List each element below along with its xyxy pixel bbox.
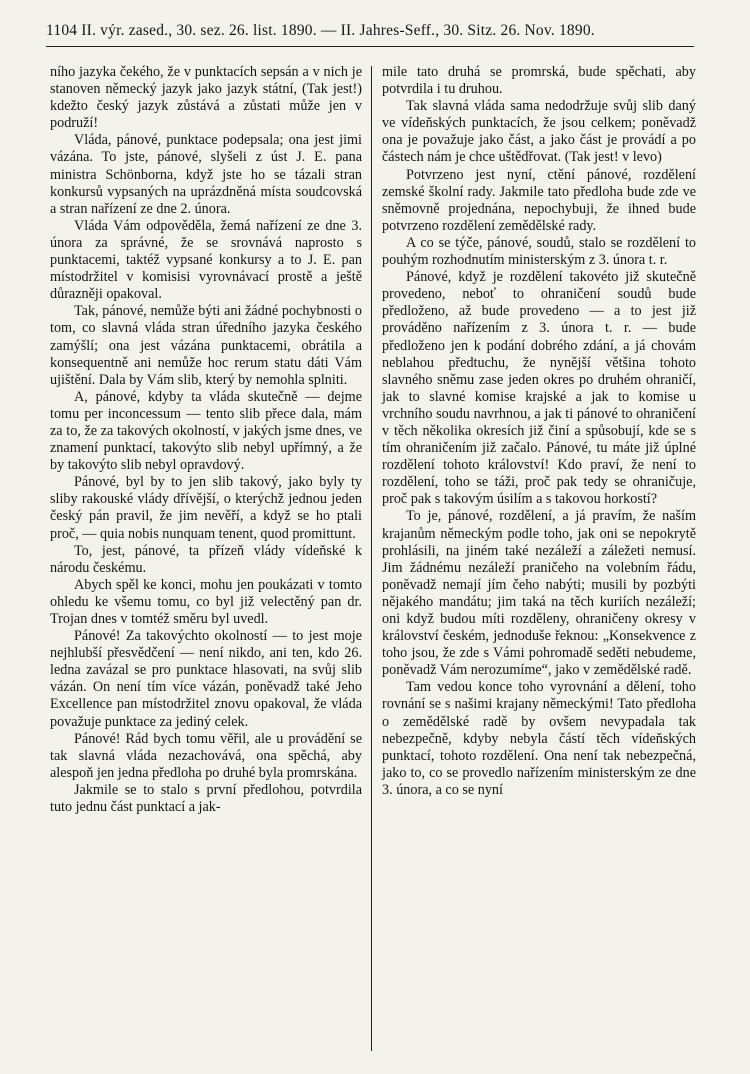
paragraph: To, jest, pánové, ta přízeň vlády vídeňské k národu českému. — [50, 542, 362, 576]
paragraph: Pánové! Rád bych tomu věřil, ale u provádění se tak slavná vláda nezachovává, ona spěchá, aby alespoň jen jedna předloha po druhé byla promrskána. — [50, 730, 362, 781]
paragraph: A, pánové, kdyby ta vláda skutečně — dejme tomu per inconcessum — tento slib přece dala, mám za to, že za takových okolností, v jakých jsme dnes, ve znamení punktací, takovýto slib nebyl upřímný, a že by takovýto slib nebyl opravdový. — [50, 388, 362, 474]
paragraph: Vláda, pánové, punktace podepsala; ona jest jimi vázána. To jste, pánové, slyšeli z úst J. E. pana ministra Schönborna, když jste ho se tázali stran konkursů vypsaných na uprázdněná místa soudcovská a stran nařízení ze dne 2. února. — [50, 132, 362, 217]
paragraph: To je, pánové, rozdělení, a já pravím, že naším krajanům německým podle toho, jak oni se nepokrytě prohlásili, na jiném také nezáleží a záležeti nemusí. Jim žádnému nezáleží praničeho na volebním řádu, poněvadž nemají jím čeho nabýti; musili by pozbýti nějakého mandátu; jim taká na těch kuriích nezáleží; oni když budou míti rozděleny, ohraničeny okresy v království českém, jednoduše řeknou: „Konsekvence z toho jsou, že zde s Vámi pohromadě seděti nebudeme, poněvadž Vám nerozumíme“, jako v zemědělské radě. — [382, 508, 696, 679]
left-column — [50, 64, 362, 816]
paragraph: Potvrzeno jest nyní, ctění pánové, rozdělení zemské školní rady. Jakmile tato předloha bude zde ve sněmovně projednána, nepochybuji, že ihned bude potvrzeno rozdělení zemědělské rady. — [382, 166, 696, 234]
paragraph: Pánové, byl by to jen slib takový, jako byly ty sliby rakouské vlády dřívější, o kterýchž jednou jeden český pán pravil, že jim nevěří, a když se ho ptali proč, — quia nobis nunquam tenent, quod promittunt. — [50, 474, 362, 542]
paragraph: Vláda Vám odpověděla, žemá nařízení ze dne 3. února za správné, že se srovnává naprosto s punktacemi, taktéž vypsané konkursy a to J. E. pan místodržitel v komisisi vyrovnávací prostě a ještě důrazněji opakoval. — [50, 217, 362, 303]
right-column — [382, 64, 696, 799]
paragraph: Pánové! Za takovýchto okolností — to jest moje nejhlubší přesvědčení — není nikdo, ani ten, kdo 26. ledna zavázal se pro punktace hlasovati, na svůj slib vázán. On není tím více vázán, poněvadž také Jeho Excellence pan místodržitel znovu opakoval, že vláda považuje punktace za jediný celek. — [50, 628, 362, 730]
paragraph: ního jazyka čekého, že v punktacích sepsán a v nich je stanoven německý jazyk jako jazyk státní, (Tak jest!) kdežto český jazyk zůstává a zůstati může jen v podruží! — [50, 64, 362, 132]
paragraph: Abych spěl ke konci, mohu jen poukázati v tomto ohledu ke všemu tomu, co byl již velectěný pan dr. Trojan dnes v tomtéž směru byl uvedl. — [50, 576, 362, 627]
paragraph: Tak, pánové, nemůže býti ani žádné pochybnosti o tom, co slavná vláda stran úředního jazyka českého zamýšlí; ona jest vázána punktacemi, obrátila a konsequentně ani nemůže hoc rerum statu dáti Vám ujištění. Dala by Vám slib, který by nemohla splniti. — [50, 303, 362, 388]
page-header: 1104 II. výr. zased., 30. sez. 26. list. 1890. — II. Jahres-Seff., 30. Sitz. 26. Nov. 1890. — [46, 22, 595, 39]
paragraph: A co se týče, pánové, soudů, stalo se rozdělení to pouhým rozhodnutím ministerským z 3. února t. r. — [382, 234, 696, 269]
column-divider — [371, 66, 372, 1051]
paragraph: Tak slavná vláda sama nedodržuje svůj slib daný ve vídeňských punktacích, že jsou celkem; poněvadž ona je považuje jako část, a jako část je provádí a po částech nám je chce uštědřovat. (Tak jest! v levo) — [382, 98, 696, 166]
header-rule — [46, 46, 694, 47]
paragraph: Jakmile se to stalo s první předlohou, potvrdila tuto jednu část punktací a jak- — [50, 781, 362, 816]
paragraph: Pánové, když je rozdělení takovéto již skutečně provedeno, neboť to ohraničení soudů bude předloženo, až bude provedeno — a to jest již prováděno nařízením z 3. února t. r. — bude předloženo jen k podání dobrého zdání, a já chovám neblahou předtuchu, že nynější většina tohoto slavného sněmu zase jeden okres po druhém ohraničí, jak to slavné komise krajské a jak to komise u vrchního soudu navrhnou, a jak ti pánové to ohraničení v těch několika okresích již činí a spůsobují, kde se s tím ohraničením již začalo. Pánové, tu máte již úplné rozdělení tohoto království! Kdo praví, že není to rozdělení, toho se táži, proč pak tedy se ohraničuje, proč pak s takovým úsilím a s takovou horkostí? — [382, 269, 696, 508]
paragraph: mile tato druhá se promrská, bude spěchati, aby potvrdila i tu druhou. — [382, 64, 696, 98]
paragraph: Tam vedou konce toho vyrovnání a dělení, toho rovnání se s našimi krajany německými! Tato předloha o zemědělské radě by ovšem nevypadala tak nebezpečně, kdyby nebyla částí těch vídeňských punktací, tohoto rozdělení. Ona není tak nebezpečná, jako to, co se provedlo nařízením ministerským ze dne 3. února, a co se nyní — [382, 679, 696, 798]
